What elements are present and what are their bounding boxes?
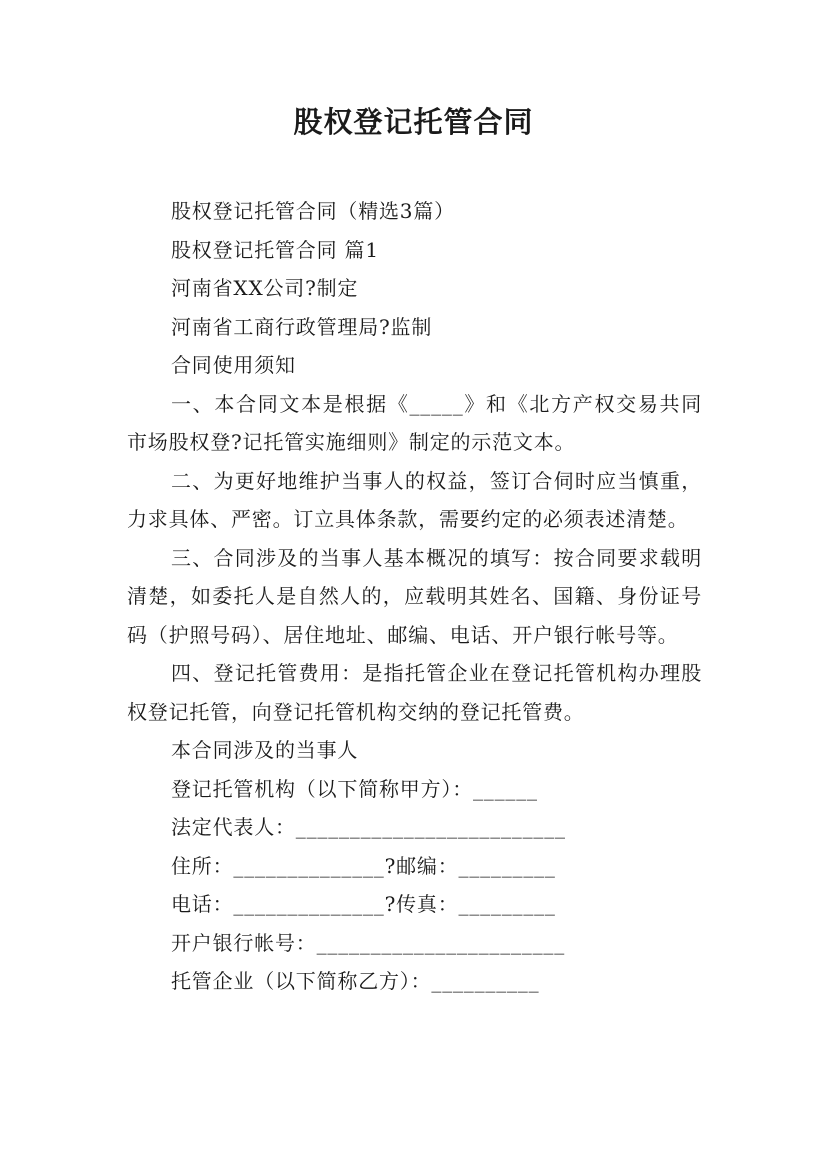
paragraph-notice-4: 四、登记托管费用：是指托管企业在登记托管机构办理股权登记托管，向登记托管机构交纳的登记托管费。 <box>127 661 702 724</box>
field-address-postcode: 住所：______________?邮编：_________ <box>171 853 556 878</box>
field-phone-fax: 电话：______________?传真：_________ <box>171 892 556 916</box>
paragraph-maker: 河南省XX公司?制定 <box>171 276 359 300</box>
document-title: 股权登记托管合同 <box>293 105 534 139</box>
paragraph-notice-2: 二、为更好地维护当事人的权益，签订合伺时应当慎重，力求具体、严密。订立具体条款，需要约定的必须表述清楚。 <box>127 468 702 531</box>
paragraph-supervisor: 河南省工商行政管理局?监制 <box>171 314 433 339</box>
paragraph-parties-heading: 本合同涉及的当事人 <box>171 738 359 762</box>
field-legal-representative: 法定代表人：_________________________ <box>171 815 566 839</box>
paragraph-notice-heading: 合同使用须知 <box>171 353 296 377</box>
field-party-a: 登记托管机构（以下简称甲方）：______ <box>171 776 538 801</box>
paragraph-part-heading: 股权登记托管合同 篇1 <box>171 237 379 262</box>
paragraph-notice-3: 三、合同涉及的当事人基本概况的填写：按合同要求载明清楚，如委托人是自然人的，应载明其姓名、国籍、身份证号码（护照号码）、居住地址、邮编、电话、开户银行帐号等。 <box>127 545 702 647</box>
field-bank-account: 开户银行帐号：_______________________ <box>171 930 565 955</box>
paragraph-notice-1: 一、本合同文本是根据《_____》和《北方产权交易共同市场股权登?记托管实施细则》制定的示范文本。 <box>127 391 702 454</box>
field-party-b: 托管企业（以下简称乙方）：__________ <box>171 969 540 993</box>
paragraph-subtitle: 股权登记托管合同（精选3篇） <box>171 199 455 223</box>
document-body <box>127 192 702 1001</box>
